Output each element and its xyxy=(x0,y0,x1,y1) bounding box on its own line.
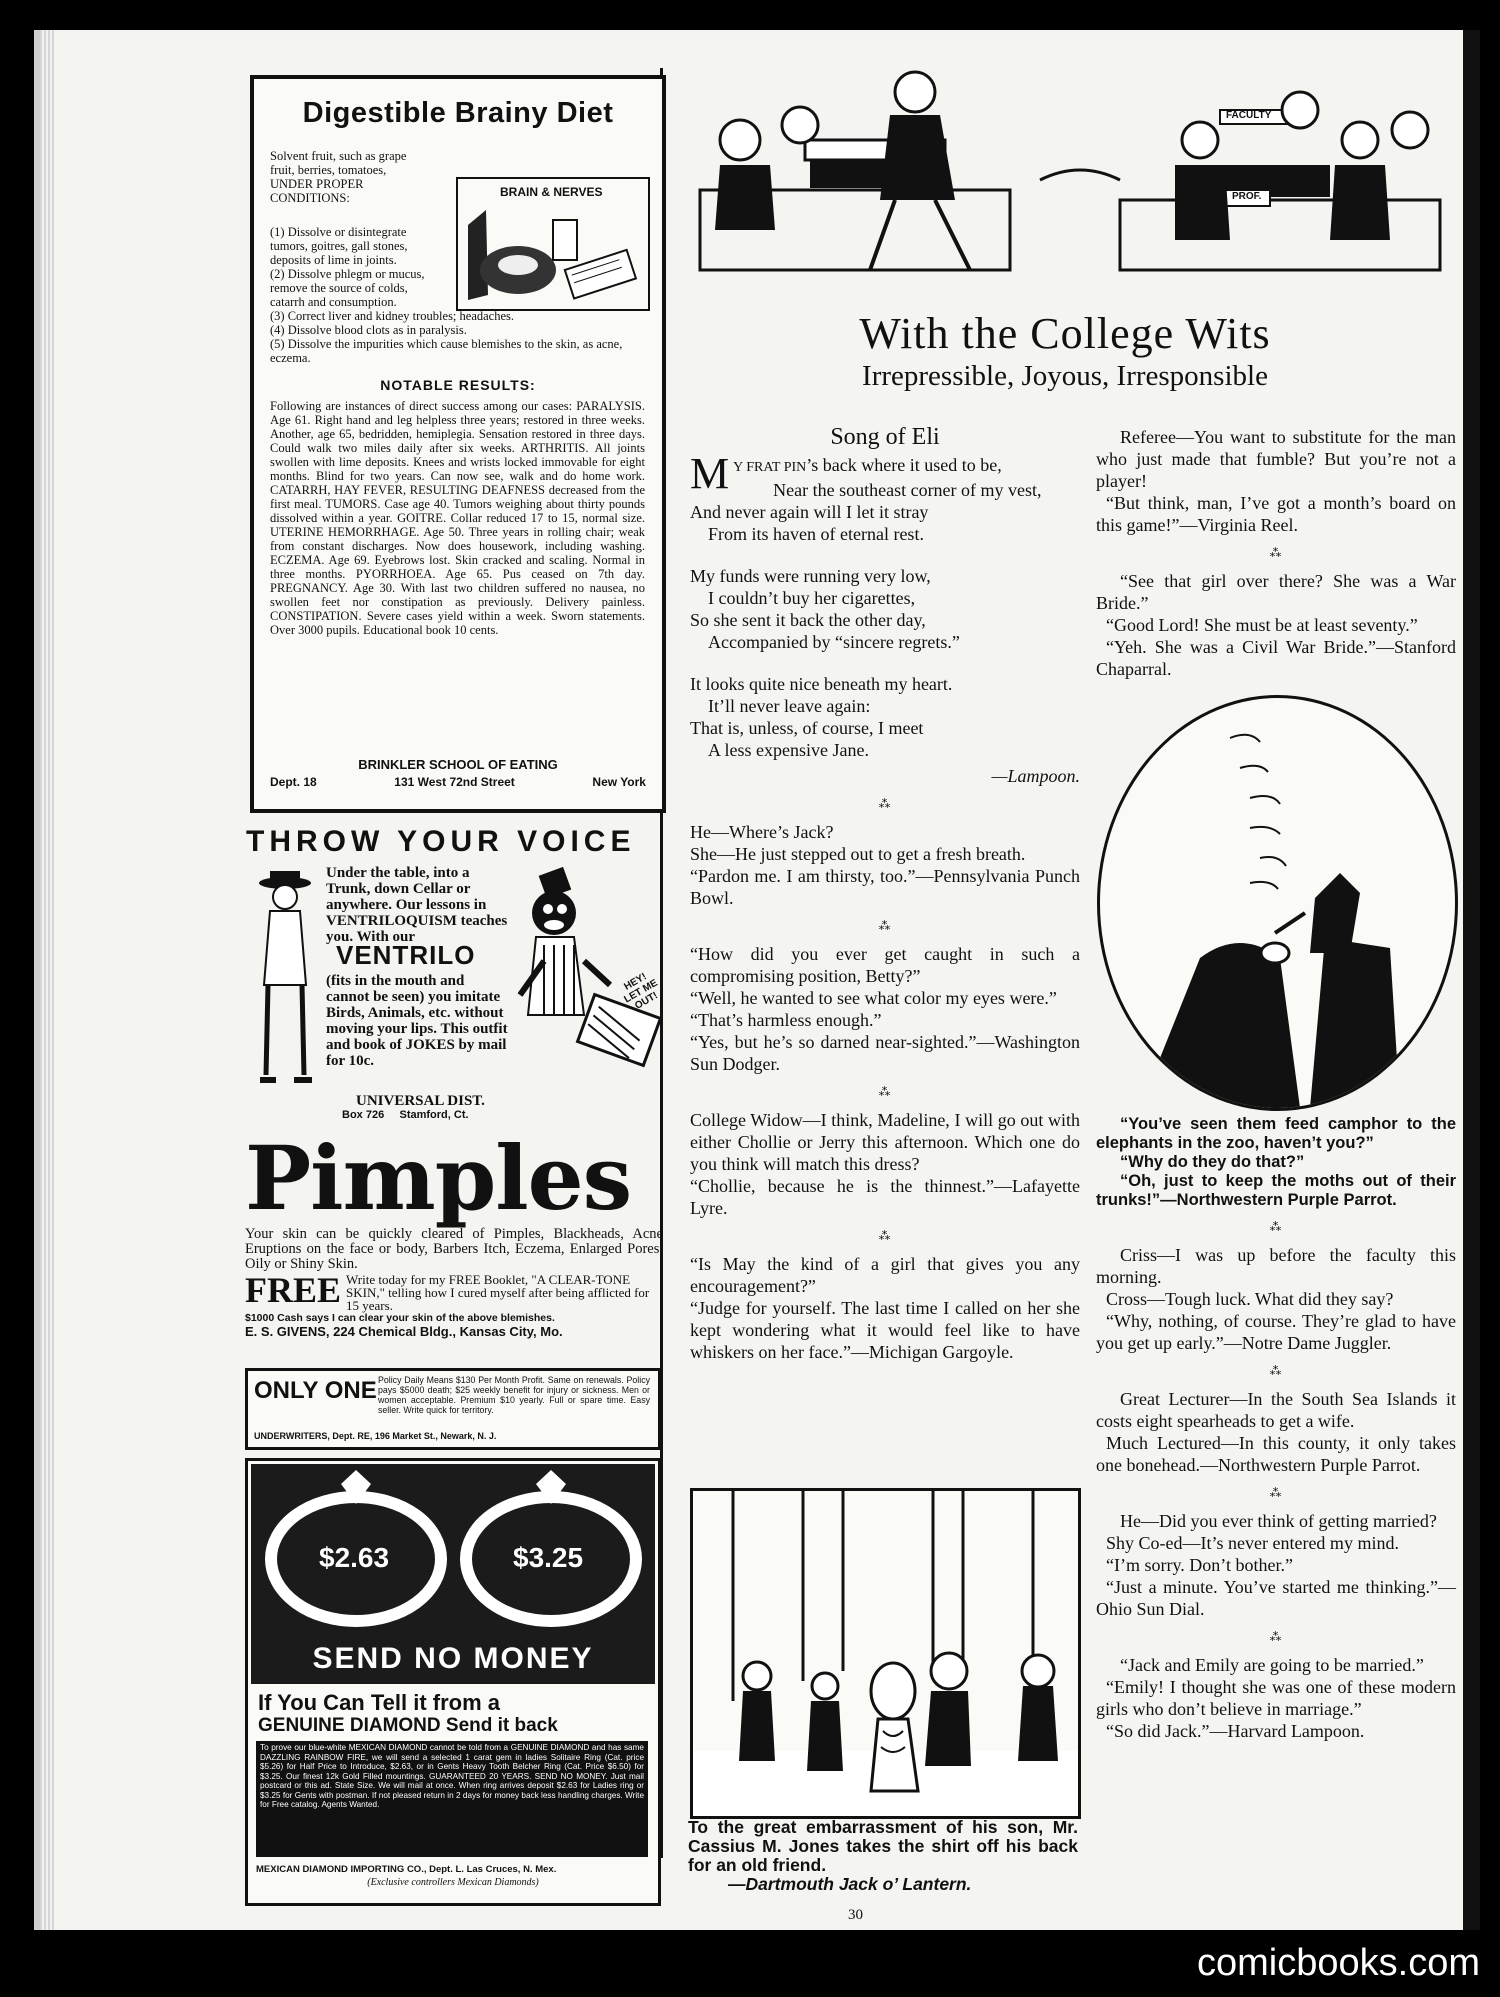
joke-right-2: “But think, man, I’ve got a month’s board on this game!”—Virginia Reel. xyxy=(1096,493,1456,535)
joke-mid-2: She—He just stepped out to get a fresh breath. xyxy=(690,844,1026,864)
throw-voice-title: THROW YOUR VOICE xyxy=(246,825,636,858)
camphor-joke xyxy=(1096,1115,1456,1210)
separator: ⁂ xyxy=(1269,1220,1283,1234)
joke-mid-8: College Widow—I think, Madeline, I will go out with either Chollie or Jerry this afternoon. Which one do you think will match this dress? xyxy=(690,1110,1080,1174)
poem-first-line xyxy=(690,449,1080,501)
joke-right-18: “Jack and Emily are going to be married.” xyxy=(1120,1655,1424,1675)
joke-mid-5: “Well, he wanted to see what color my eyes were.” xyxy=(690,988,1057,1008)
joke-mid-1: He—Where’s Jack? xyxy=(690,822,834,842)
separator: ⁂ xyxy=(878,1229,892,1243)
point-5: (5) Dissolve the impurities which cause blemishes to the skin, as acne, eczema. xyxy=(270,337,623,365)
pimples-title: Pimples xyxy=(245,1126,632,1230)
joke-right-6: “You’ve seen them feed camphor to the elephants in the zoo, haven’t you?” xyxy=(1096,1115,1456,1152)
diamond-ad xyxy=(245,1458,661,1906)
throw-voice-text-2: (fits in the mouth and cannot be seen) you imitate Birds, Animals, etc. without moving your lips. This outfit and book of JOKES by mail for 10c. xyxy=(326,973,508,1069)
universal-box: Box 726 xyxy=(342,1109,385,1121)
pimples-offer: $1000 Cash says I can clear your skin of the above blemishes. xyxy=(245,1312,555,1324)
point-3: (3) Correct liver and kidney troubles; headaches. xyxy=(270,309,515,323)
faculty-sign: FACULTY xyxy=(1226,110,1272,121)
caption-credit: —Dartmouth Jack o’ Lantern. xyxy=(728,1874,972,1894)
school-address-line xyxy=(270,775,646,789)
throw-voice-text-1: Under the table, into a Trunk, down Cellar or anywhere. Our lessons in VENTRILOQUISM teaches you. With our xyxy=(326,865,508,945)
trunk-figure-illustration xyxy=(514,865,664,1075)
insurance-headline: ONLY ONE xyxy=(254,1377,377,1404)
prof-sign: PROF. xyxy=(1232,191,1262,202)
joke-right-11: “Why, nothing, of course. They’re glad to have you get up early.”—Notre Dame Juggler. xyxy=(1096,1311,1456,1353)
school-address: 131 West 72nd Street xyxy=(394,775,515,789)
brainy-diet-ad xyxy=(250,75,666,813)
poem-line-6: I couldn’t buy her cigarettes, xyxy=(708,588,916,608)
pimples-free-row xyxy=(245,1270,663,1313)
insurance-footer: UNDERWRITERS, Dept. RE, 196 Market St., Newark, N. J. xyxy=(254,1431,497,1441)
universal-company: UNIVERSAL DIST. xyxy=(356,1093,485,1109)
hall-cartoon xyxy=(690,1488,1081,1819)
poem-dropcap: M xyxy=(690,449,730,498)
notable-results-heading: NOTABLE RESULTS: xyxy=(380,377,536,393)
smoker-cartoon-drawing xyxy=(1100,698,1455,1108)
ladies-ring-price: $2.63 xyxy=(319,1542,390,1573)
joke-mid-3: “Pardon me. I am thirsty, too.”—Pennsylvania Punch Bowl. xyxy=(690,866,1080,908)
poem-line-3: And never again will I let it stray xyxy=(690,502,929,522)
joke-right-17: “Just a minute. You’ve started me thinking.”—Ohio Sun Dial. xyxy=(1096,1577,1456,1619)
pimples-free-text: Write today for my FREE Booklet, "A CLEAR-TONE SKIN," telling how I cured myself after being afflicted for 15 years. xyxy=(346,1272,650,1313)
ventriloquist-boy-illustration xyxy=(250,865,320,1105)
poem-line-8: Accompanied by “sincere regrets.” xyxy=(708,632,960,652)
throw-voice-ad xyxy=(246,825,662,1125)
joke-right-16: “I’m sorry. Don’t bother.” xyxy=(1106,1555,1293,1575)
binding-shadow xyxy=(1463,30,1480,1930)
poem-line-1: ’s back where it used to be, xyxy=(806,455,1002,475)
notable-results-text: Following are instances of direct success among our cases: PARALYSIS. Age 61. Right hand and leg helpless three years; restored in three weeks. Another, age 65, bedridden, hemiplegia. Sensation restored in three days. Could walk two miles daily after six weeks. ARTHRITIS. All joints swollen with lime deposits. Knees and wrists locked immovable for eight months. Blind for two years. Can now see, walk and do home work. CATARRH, HAY FEVER, RESULTING DEAFNESS decreased from the first meal. TUMORS. Case age 40. Tumors weighing about thirty pounds dissolved within a year. GOITRE. Collar reduced 17 to 15, normal size. UTERINE HEMORRHAGE. Age 50. Three years in rolling chair; weak from constant discharges. Now does housework, including washing. ECZEMA. Age 69. Eyebrows lost. Skin cracked and scaling. Normal in three months. PYORRHOEA. Age 65. Pus ceased on 7th day. PREGNANCY. Age 30. With last two children suffered no nausea, no swollen feet nor constipation as previously. Delivery painless. CONSTIPATION. Severe cases yield within a week. Sworn statements. Over 3000 pupils. Educational book 10 cents. xyxy=(270,399,645,637)
separator: ⁂ xyxy=(1269,546,1283,560)
gents-ring-price: $3.25 xyxy=(513,1542,584,1573)
joke-mid-10: “Is May the kind of a girl that gives you any encouragement?” xyxy=(690,1254,1080,1296)
point-2: (2) Dissolve phlegm or mucus, remove the source of colds, catarrh and consumption. xyxy=(270,267,425,309)
trunk-speech-bubble: HEY! LET ME OUT! xyxy=(622,971,660,1012)
poem-title: Song of Eli xyxy=(830,424,940,450)
point-4: (4) Dissolve blood clots as in paralysis. xyxy=(270,323,467,337)
smoker-cartoon xyxy=(1097,695,1458,1111)
joke-mid-7: “Yes, but he’s so darned near-sighted.”—Washington Sun Dodger. xyxy=(690,1032,1080,1074)
joke-mid-4: “How did you ever get caught in such a compromising position, Betty?” xyxy=(690,944,1080,986)
pimples-contact: E. S. GIVENS, 224 Chemical Bldg., Kansas City, Mo. xyxy=(245,1324,563,1339)
joke-right-9: Criss—I was up before the faculty this morning. xyxy=(1096,1245,1456,1287)
insurance-ad xyxy=(245,1368,661,1450)
joke-mid-6: “That’s harmless enough.” xyxy=(690,1010,882,1030)
poem-line-5: My funds were running very low, xyxy=(690,566,931,586)
page-number: 30 xyxy=(848,1907,863,1923)
right-column-top xyxy=(1096,426,1456,680)
joke-mid-9: “Chollie, because he is the thinnest.”—Lafayette Lyre. xyxy=(690,1176,1080,1218)
separator: ⁂ xyxy=(1269,1630,1283,1644)
joke-right-15: Shy Co-ed—It’s never entered my mind. xyxy=(1106,1533,1399,1553)
faculty-cartoon xyxy=(680,70,1450,295)
middle-column xyxy=(690,422,1080,1363)
separator: ⁂ xyxy=(878,797,892,811)
separator: ⁂ xyxy=(1269,1364,1283,1378)
joke-right-12: Great Lecturer—In the South Sea Islands it costs eight spearheads to get a wife. xyxy=(1096,1389,1456,1431)
caption-text: To the great embarrassment of his son, Mr. Cassius M. Jones takes the shirt off his back for an old friend. xyxy=(688,1817,1078,1875)
brainy-diet-intro: Solvent fruit, such as grape fruit, berries, tomatoes, UNDER PROPER CONDITIONS: xyxy=(270,149,407,205)
poem-line-10: It’ll never leave again: xyxy=(708,696,871,716)
universal-address xyxy=(342,1109,469,1121)
joke-right-10: Cross—Tough luck. What did they say? xyxy=(1106,1289,1394,1309)
watermark: comicbooks.com xyxy=(1197,1942,1480,1984)
joke-right-7: “Why do they do that?” xyxy=(1120,1153,1305,1171)
diamond-headline: If You Can Tell it from a xyxy=(258,1690,501,1715)
diamond-note: (Exclusive controllers Mexican Diamonds) xyxy=(367,1877,539,1888)
page-edge xyxy=(40,30,54,1930)
section-subtitle: Irrepressible, Joyous, Irresponsible xyxy=(862,360,1268,392)
send-no-money-banner: SEND NO MONEY xyxy=(312,1642,594,1675)
school-dept: Dept. 18 xyxy=(270,775,317,789)
joke-right-13: Much Lectured—In this county, it only takes one bonehead.—Northwestern Purple Parrot. xyxy=(1096,1433,1456,1475)
school-city: New York xyxy=(592,775,646,789)
hall-cartoon-drawing xyxy=(693,1491,1078,1816)
magazine-page xyxy=(34,30,1480,1930)
diamond-rings-panel xyxy=(251,1464,655,1684)
hall-cartoon-caption xyxy=(688,1818,1078,1894)
ring-illustrations xyxy=(251,1464,653,1634)
poem-line-11: That is, unless, of course, I meet xyxy=(690,718,924,738)
joke-right-1: Referee—You want to substitute for the man who just made that fumble? But you’re not a player! xyxy=(1096,427,1456,491)
diamond-text: To prove our blue-white MEXICAN DIAMOND cannot be told from a GENUINE DIAMOND and has same DAZZLING RAINBOW FIRE, we will send a selected 1 carat gem in ladies Solitaire Ring (Cat. price $5.26) for Half Price to Introduce, $2.63, or in Gents Heavy Tooth Belcher Ring (Cat. Price $6.50) for $3.25. Our finest 12k Gold Filled mountings. GUARANTEED 20 YEARS. SEND NO MONEY. Just mail postcard or this ad. State Size. We will mail at once. When ring arrives deposit $2.63 for Ladies ring or $3.25 for Gents with postman. If not pleased return in 2 days for money back less handling charges. Write for Free catalog. Agents Wanted. xyxy=(260,1743,644,1809)
diamond-headline-2: GENUINE DIAMOND Send it back xyxy=(258,1715,558,1736)
separator: ⁂ xyxy=(878,1085,892,1099)
diamond-company: MEXICAN DIAMOND IMPORTING CO., Dept. L. Las Cruces, N. Mex. xyxy=(256,1864,557,1875)
poem-line-2: Near the southeast corner of my vest, xyxy=(773,480,1042,500)
joke-right-8: “Oh, just to keep the moths out of their trunks!”—Northwestern Purple Parrot. xyxy=(1096,1172,1456,1209)
joke-right-19: “Emily! I thought she was one of these modern girls who don’t believe in marriage.” xyxy=(1096,1677,1456,1719)
separator: ⁂ xyxy=(878,919,892,933)
insurance-text: Policy Daily Means $130 Per Month Profit. Same on renewals. Policy pays $5000 death; $25 weekly benefit for injury or sickness. Men or women acceptable. Premium $10 yearly. Full or spare time. Easy seller. Write quick for territory. xyxy=(378,1375,650,1415)
pimples-text: Your skin can be quickly cleared of Pimples, Blackheads, Acne Eruptions on the face or body, Barbers Itch, Eczema, Enlarged Pores, Oily or Shiny Skin. xyxy=(245,1226,663,1272)
joke-right-4: “Good Lord! She must be at least seventy.” xyxy=(1106,615,1418,635)
universal-city: Stamford, Ct. xyxy=(399,1109,469,1121)
faculty-cartoon-drawing xyxy=(680,70,1450,295)
pimples-free: FREE xyxy=(245,1270,342,1310)
poem-line-12: A less expensive Jane. xyxy=(708,740,869,760)
joke-right-5: “Yeh. She was a Civil War Bride.”—Stanford Chaparral. xyxy=(1096,637,1456,679)
pimples-ad xyxy=(245,1126,663,1373)
ventrilo-product: VENTRILO xyxy=(336,940,476,970)
poem-stanza-1-start xyxy=(733,454,1041,501)
poem-credit: —Lampoon. xyxy=(991,766,1080,786)
joke-mid-11: “Judge for yourself. The last time I called on her she kept wondering what it would feel like to have whiskers on her face.”—Michigan Gargoyle. xyxy=(690,1298,1080,1362)
brainy-diet-points xyxy=(270,225,645,365)
point-1: (1) Dissolve or disintegrate tumors, goitres, gall stones, deposits of lime in joints. xyxy=(270,225,408,267)
poem-line-4: From its haven of eternal rest. xyxy=(708,524,924,544)
section-title: With the College Wits xyxy=(859,309,1271,358)
poem-opening: Y FRAT PIN xyxy=(733,460,807,475)
brain-nerves-label: BRAIN & NERVES xyxy=(500,185,603,199)
joke-right-20: “So did Jack.”—Harvard Lampoon. xyxy=(1106,1721,1365,1741)
brainy-diet-title: Digestible Brainy Diet xyxy=(302,97,614,129)
school-name: BRINKLER SCHOOL OF EATING xyxy=(358,757,558,772)
right-column-bottom xyxy=(1096,1115,1456,1742)
poem-line-9: It looks quite nice beneath my heart. xyxy=(690,674,953,694)
poem-line-7: So she sent it back the other day, xyxy=(690,610,926,630)
joke-right-3: “See that girl over there? She was a War Bride.” xyxy=(1096,571,1456,613)
separator: ⁂ xyxy=(1269,1486,1283,1500)
joke-right-14: He—Did you ever think of getting married? xyxy=(1120,1511,1437,1531)
